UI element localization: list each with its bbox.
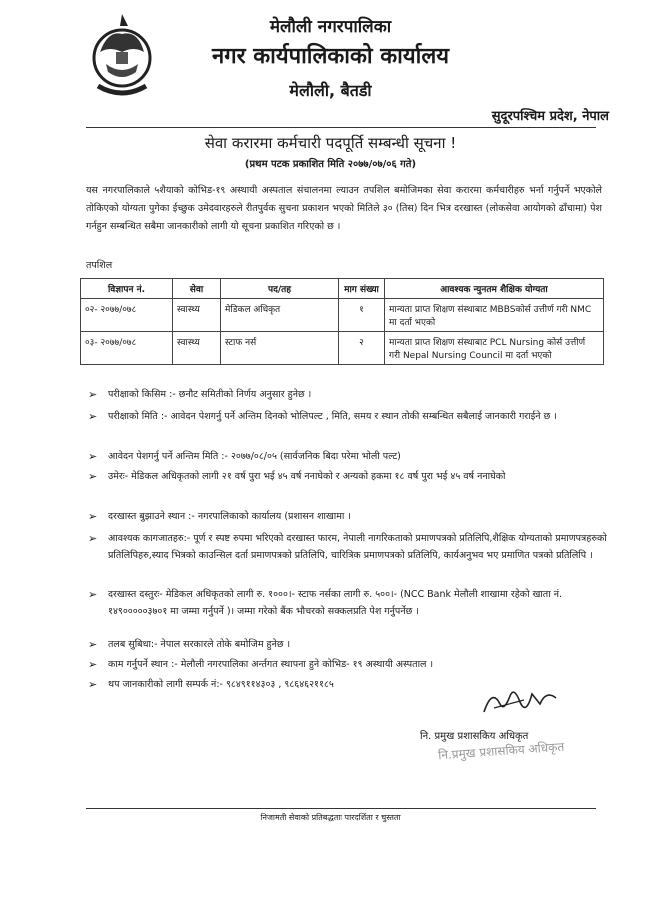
cell-qualification: मान्यता प्राप्त शिक्षण संस्थाबाट MBBSकोर्स उत्तीर्ण गरी NMC मा दर्ता भएको	[385, 299, 604, 332]
signature	[480, 682, 560, 722]
cell-post: स्टाफ नर्स	[221, 332, 339, 365]
list-item	[88, 386, 624, 403]
arrow-right-icon: ➢	[88, 510, 98, 523]
header-qualification: आवश्यक न्युनतम शैक्षिक योग्यता	[385, 279, 604, 299]
arrow-right-icon: ➢	[88, 658, 98, 671]
footer-motto: निजामती सेवाको प्रतिबद्धताः पारदर्शिता र चुस्तता	[260, 813, 401, 822]
notice-subtitle: (प्रथम पटक प्रकाशित मिति २०७७/०७/०६ गते)	[244, 159, 417, 170]
table-header-row	[81, 279, 604, 299]
list-item-text: तलब सुबिधा:- नेपाल सरकारले तोके बमोजिम हुनेछ ।	[108, 639, 291, 650]
list-item-text: दरखास्त दस्तुरः- मेडिकल अधिकृतको लागी रु. १०००।- स्टाफ नर्सका लागी रु. ५००।- (NCC Bank मेलौली शाखामा रहेको खाता नं. १४९०००००३७०१ मा जम्मा गर्नुपर्ने )। जम्मा गरेको बैंक भौचरको सक्कलप्रति पेश गर्नुपर्नेछ ।	[108, 589, 562, 617]
list-item-text: आवश्यक कागजातहरु:- पूर्ण र स्पष्ट रुपमा भरिएको दरखास्त फारम, नेपाली नागरिकताको प्रमाणपत्रको प्रतिलिपि,शैक्षिक योग्यताको प्रमाणपत्रहरुको प्रतिलिपिहरु,स्याद भित्रको काउन्सिल दर्ता प्रमाणपत्रको प्रतिलिपि, चारित्रिक प्रमाणपत्रको प्रतिलिपि, कार्यअनुभव भए प्रमाणित पत्रको प्रतिलिपि ।	[108, 533, 607, 561]
list-item-text: दरखास्त बुझाउने स्थान :- नगरपालिकाको कार्यालय (प्रशासन शाखामा ।	[108, 511, 351, 522]
arrow-right-icon: ➢	[88, 450, 98, 463]
notice-title: सेवा करारमा कर्मचारी पदपूर्ति सम्बन्धी सूचना !	[204, 134, 457, 152]
arrow-right-icon: ➢	[88, 410, 98, 423]
list-item	[88, 656, 624, 673]
list-item-text: परीक्षाको किसिम :- छनौट समितीको निर्णय अनुसार हुनेछ ।	[108, 389, 312, 400]
arrow-right-icon: ➢	[88, 638, 98, 651]
cell-ad-number: ०३- २०७७/०७८	[81, 332, 173, 365]
cell-post: मेडिकल अधिकृत	[221, 299, 339, 332]
header-post: पद/तह	[221, 279, 339, 299]
office-name: नगर कार्यपालिकाको कार्यालय	[212, 44, 449, 69]
list-item	[88, 468, 624, 485]
list-item-text: आवेदन पेशगर्नु पर्ने अन्तिम मिति :- २०७७/०८/०५ (सार्वजनिक बिदा परेमा भोली पल्ट)	[108, 451, 401, 462]
province-name: सुदूरपश्चिम प्रदेश, नेपाल	[491, 109, 609, 124]
cell-service: स्वास्थ्य	[173, 332, 221, 365]
arrow-right-icon: ➢	[88, 388, 98, 401]
cell-qualification: मान्यता प्राप्त शिक्षण संस्थाबाट PCL Nursing कोर्स उत्तीर्ण गरी Nepal Nursing Council मा दर्ता भएको	[385, 332, 604, 365]
official-stamp: नि.प्रमुख प्रशासकिय अधिकृत	[437, 739, 565, 763]
list-item	[88, 408, 624, 425]
list-item-text: काम गर्नुपर्ने स्थान :- मेलौली नगरपालिका अर्न्तगत स्थापना हुने कोभिड- १९ अस्थायी अस्पताल ।	[108, 659, 434, 670]
header-divider	[86, 127, 596, 128]
arrow-right-icon: ➢	[88, 532, 98, 545]
list-item	[88, 508, 624, 525]
signatory-title: नि. प्रमुख प्रशासकिय अधिकृत	[420, 731, 529, 742]
municipality-name: मेलौली नगरपालिका	[269, 17, 392, 37]
list-item-text: उमेरः- मेडिकल अधिकृतको लागी २१ वर्ष पुरा भई ४५ वर्ष ननाघेको र अन्यको हकमा १८ वर्ष पुरा भई ४५ वर्ष ननाघेको	[108, 471, 506, 482]
details-label: तपशिल	[86, 260, 113, 271]
list-item	[88, 448, 624, 465]
list-item-text: थप जानकारीको लागी सम्पर्क नं:- ९८४९११४३०३ , ९८६४६२११८५	[108, 679, 334, 690]
list-item-text: परीक्षाको मिति :- आवेदन पेशगर्नु पर्ने अन्तिम दिनको भोलिपल्ट , मिति, समय र स्थान तोकी सम्बन्धित सबैलाई जानकारी गराईने छ ।	[108, 411, 557, 422]
cell-service: स्वास्थ्य	[173, 299, 221, 332]
office-location: मेलौली, बैतडी	[289, 81, 372, 100]
arrow-right-icon: ➢	[88, 678, 98, 691]
cell-quantity: १	[339, 299, 385, 332]
table-row	[81, 299, 604, 332]
header-quantity: माग संख्या	[339, 279, 385, 299]
arrow-right-icon: ➢	[88, 588, 98, 601]
notice-body: यस नगरपालिकाले ५शैयाको कोभिड-१९ अस्थायी अस्पताल संचालनमा ल्याउन तपशिल बमोजिमका सेवा करारमा कर्मचारीहरु भर्ना गर्नुपर्ने भएकोले तोकिएको योग्यता पुगेका ईच्छुक उमेदवारहरुले रीतपुर्वक सुचना प्रकाशन भएको मितिले ३० (तिस) दिन भित्र दरखास्त (लोकसेवा आयोगको ढाँचामा) पेश गर्नहुन सम्बन्धित सबैमा जानकारीको लागी यो सूचना प्रकाशित गरिएको छ ।	[86, 185, 602, 232]
list-item	[88, 530, 624, 564]
cell-ad-number: ०२- २०७७/०७८	[81, 299, 173, 332]
header-ad-number: विज्ञापन नं.	[81, 279, 173, 299]
vacancy-table	[80, 278, 604, 365]
list-item	[88, 636, 624, 653]
list-item	[88, 586, 624, 620]
table-row	[81, 332, 604, 365]
footer-divider	[86, 808, 596, 809]
cell-quantity: २	[339, 332, 385, 365]
arrow-right-icon: ➢	[88, 470, 98, 483]
header-service: सेवा	[173, 279, 221, 299]
